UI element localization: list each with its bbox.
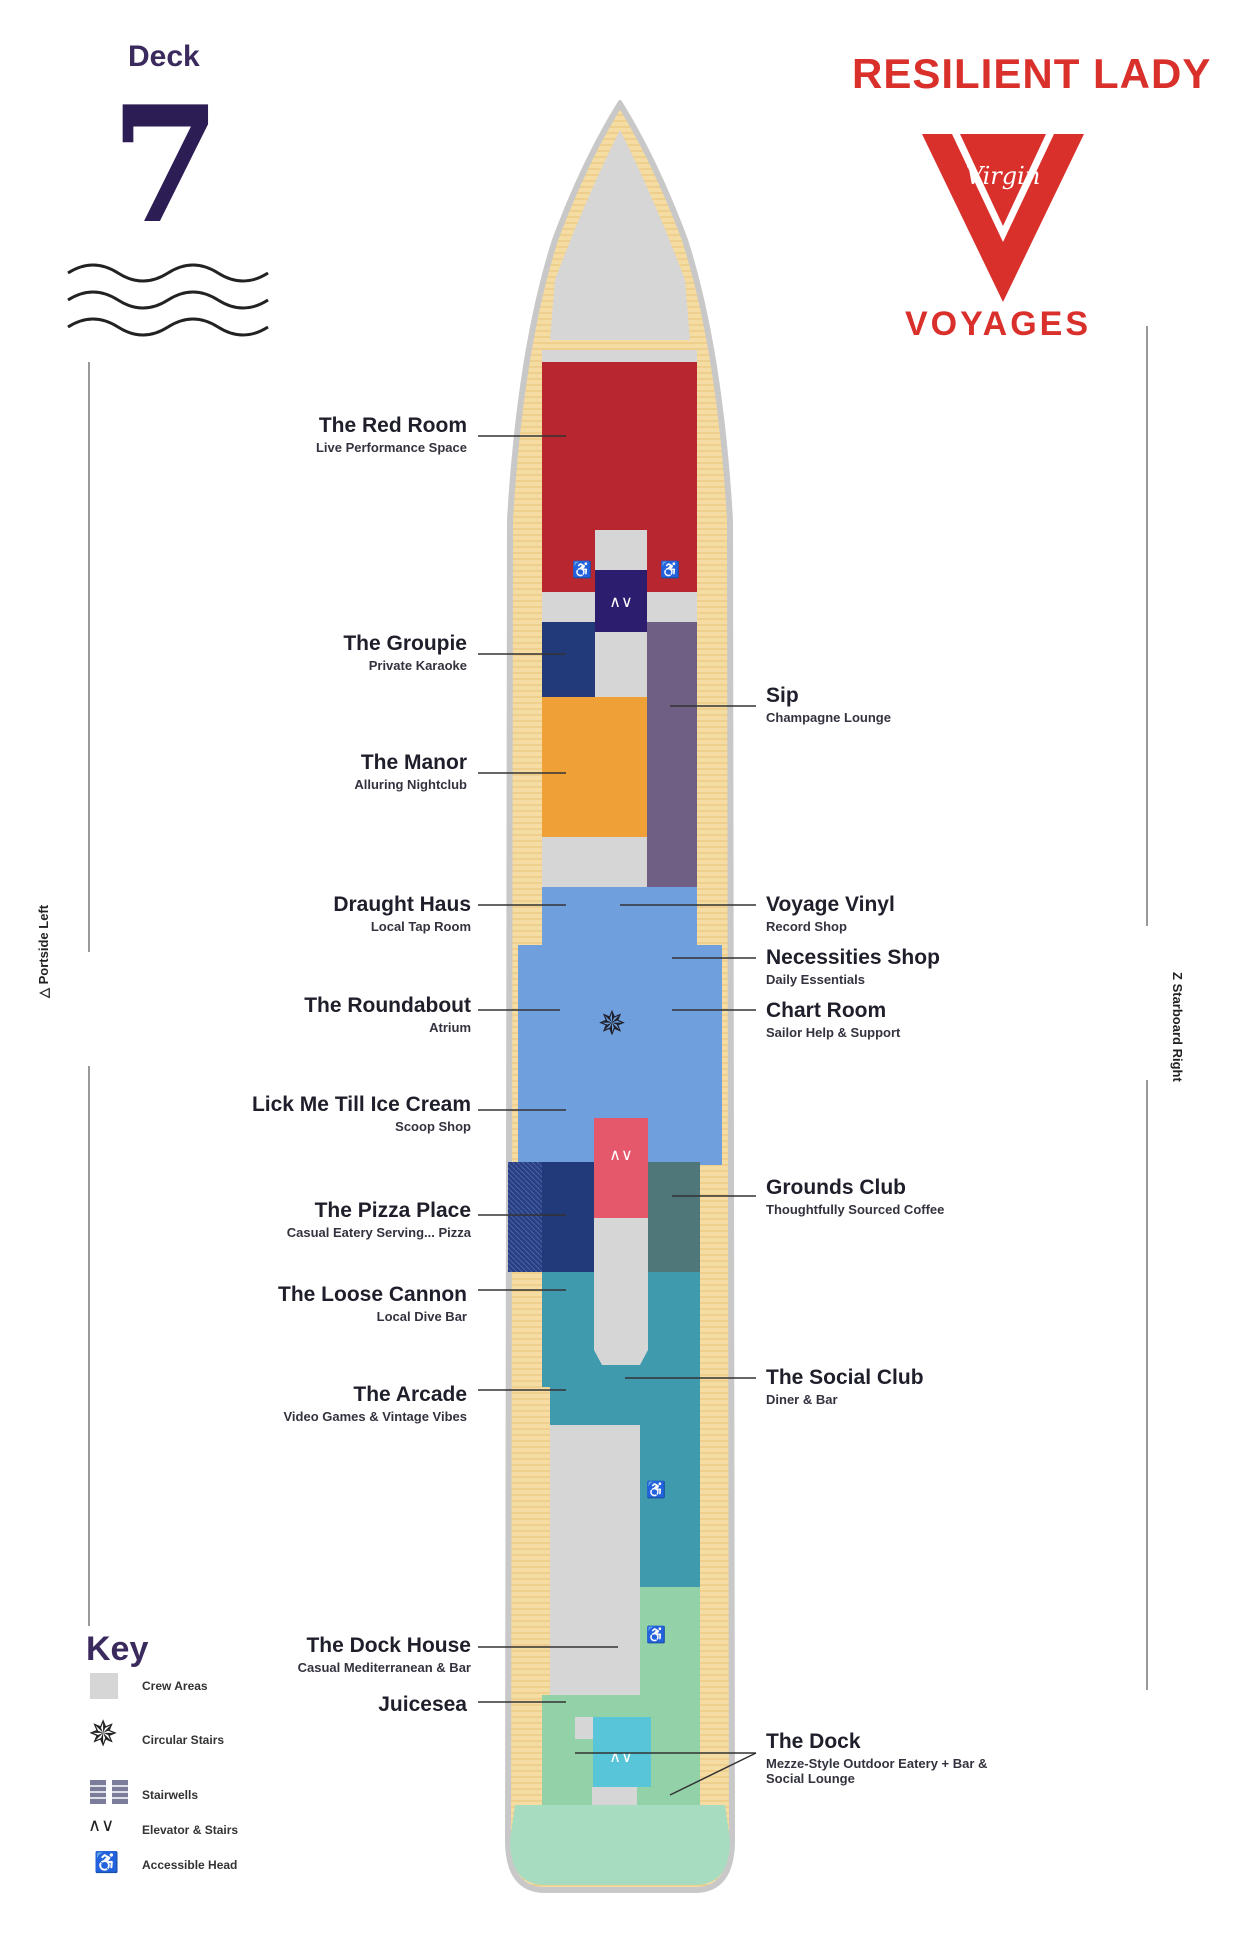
venue-label-draught-haus[interactable]: Draught Haus Local Tap Room	[333, 893, 471, 934]
venue-label-arcade[interactable]: The Arcade Video Games & Vintage Vibes	[283, 1383, 467, 1424]
key-label-circular-stairs: Circular Stairs	[142, 1733, 225, 1747]
elevator-icon: ∧∨	[88, 1815, 115, 1835]
key-label-stairwells: Stairwells	[142, 1788, 199, 1802]
circular-stairs-icon: ✵	[88, 1713, 119, 1754]
starboard-label: Z Starboard Right	[1170, 972, 1185, 1082]
venue-label-ice-cream[interactable]: Lick Me Till Ice Cream Scoop Shop	[251, 1093, 471, 1134]
accessible-head-icon: ♿	[646, 1627, 666, 1644]
elevator-icon: ∧∨	[609, 594, 633, 611]
circular-stairs-icon: ✵	[597, 1005, 627, 1043]
venue-label-pizza-place[interactable]: The Pizza Place Casual Eatery Serving... Pizza	[286, 1199, 471, 1240]
venue-label-voyage-vinyl[interactable]: Voyage Vinyl Record Shop	[766, 893, 895, 934]
stairwell-icon	[90, 1780, 130, 1804]
venue-label-chart-room[interactable]: Chart Room Sailor Help & Support	[766, 999, 901, 1040]
deck-label: Deck	[128, 40, 200, 73]
accessible-head-icon: ♿	[660, 562, 680, 579]
venue-label-loose-cannon[interactable]: The Loose Cannon Local Dive Bar	[278, 1283, 467, 1324]
portside-label: △ Portside Left	[36, 904, 51, 998]
virgin-script: Virgin	[965, 162, 1041, 190]
venue-label-necessities-shop[interactable]: Necessities Shop Daily Essentials	[766, 946, 940, 987]
deck-number: 7	[110, 71, 222, 259]
venue-label-sip[interactable]: Sip Champagne Lounge	[766, 684, 891, 725]
venue-label-roundabout[interactable]: The Roundabout Atrium	[304, 994, 471, 1035]
venue-label-dock-house[interactable]: The Dock House Casual Mediterranean & Bar	[297, 1634, 471, 1675]
elevator-icon: ∧∨	[609, 1147, 633, 1164]
crew-area-swatch	[90, 1673, 118, 1699]
ship-name: RESILIENT LADY	[852, 50, 1212, 97]
port-icon: △	[36, 988, 51, 998]
venue-label-manor[interactable]: The Manor Alluring Nightclub	[354, 751, 467, 792]
key-title: Key	[86, 1630, 149, 1668]
starboard-icon: Z	[1170, 972, 1185, 980]
venue-label-social-club[interactable]: The Social Club Diner & Bar	[766, 1366, 924, 1407]
venue-label-juicesea[interactable]: Juicesea	[378, 1693, 467, 1716]
accessible-head-icon: ♿	[94, 1852, 119, 1874]
brand-tagline: VOYAGES	[905, 305, 1092, 343]
venue-label-groupie[interactable]: The Groupie Private Karaoke	[343, 632, 467, 673]
key-label-accessible-head: Accessible Head	[142, 1858, 238, 1872]
key-label-crew: Crew Areas	[142, 1679, 208, 1693]
venue-label-the-dock[interactable]: The Dock Mezze-Style Outdoor Eatery + Bar & Social Lounge	[766, 1730, 988, 1786]
accessible-head-icon: ♿	[572, 562, 592, 579]
elevator-icon: ∧∨	[609, 1749, 633, 1766]
key-label-elevator: Elevator & Stairs	[142, 1823, 239, 1837]
venue-label-grounds-club[interactable]: Grounds Club Thoughtfully Sourced Coffee	[766, 1176, 945, 1217]
accessible-head-icon: ♿	[646, 1482, 666, 1499]
venue-label-red-room[interactable]: The Red Room Live Performance Space	[315, 414, 467, 455]
